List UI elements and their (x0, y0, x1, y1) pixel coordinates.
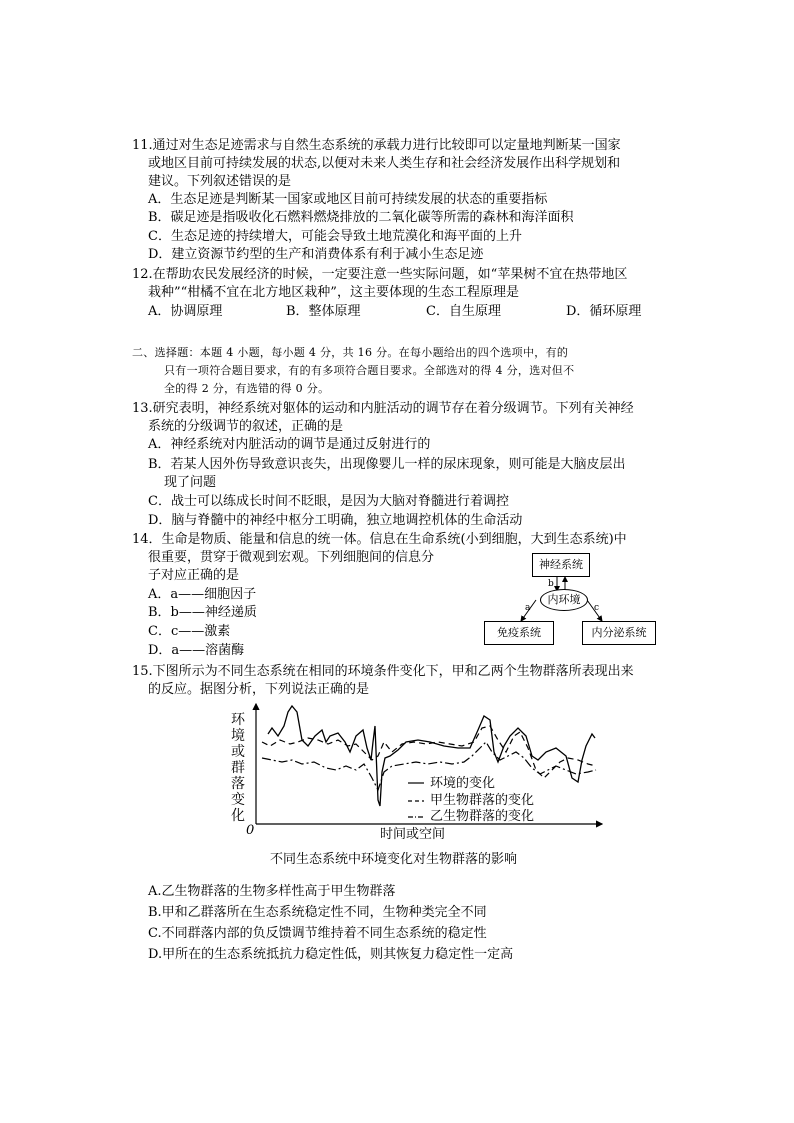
legend-yi: 乙生物群落的变化 (430, 809, 535, 824)
q13-option-b: B．若某人因外伤导致意识丧失，出现像婴儿一样的尿床现象，则可能是大脑皮层出 (148, 457, 626, 472)
q11-stem-line2: 或地区目前可持续发展的状态,以便对未来人类生存和社会经济发展作出科学规划和 (148, 156, 621, 171)
q11-stem-line3: 建议。下列叙述错误的是 (148, 174, 292, 189)
q11-option-b: B．碳足迹是指吸收化石燃料燃烧排放的二氧化碳等所需的森林和海洋面积 (148, 210, 574, 225)
q13-option-d: D．脑与脊髓中的神经中枢分工明确，独立地调控机体的生命活动 (148, 513, 523, 528)
q11-stem-line1: 11.通过对生态足迹需求与自然生态系统的承载力进行比较即可以定量地判断某一国家 (132, 138, 621, 153)
q15-option-a: A.乙生物群落的生物多样性高于甲生物群落 (148, 884, 396, 899)
label-c: c (594, 603, 600, 613)
q15-stem-line2: 的反应。据图分析，下列说法正确的是 (148, 682, 370, 697)
internal-environment-ellipse: 内环境 (540, 589, 588, 611)
q13-stem-line2: 系统的分级调节的叙述，正确的是 (148, 419, 344, 434)
section2-line3: 全的得 2 分，有选错的得 0 分。 (164, 382, 330, 395)
q15-stem-line1: 15.下图所示为不同生态系统在相同的环境条件变化下，甲和乙两个生物群落所表现出来 (132, 664, 634, 679)
q13-stem-line1: 13.研究表明，神经系统对躯体的运动和内脏活动的调节存在着分级调节。下列有关神经 (132, 401, 634, 416)
chart-title: 不同生态系统中环境变化对生物群落的影响 (270, 852, 518, 867)
q15-option-d: D.甲所在的生态系统抵抗力稳定性低，则其恢复力稳定性一定高 (148, 947, 514, 962)
q12-option-d: D．循环原理 (566, 304, 642, 319)
q11-option-d: D．建立资源节约型的生产和消费体系有利于减小生态足迹 (148, 247, 484, 262)
q13-option-a: A．神经系统对内脏活动的调节是通过反射进行的 (148, 437, 431, 452)
q15-option-b: B.甲和乙群落所在生态系统稳定性不同，生物种类完全不同 (148, 905, 487, 920)
q14-stem-line2: 很重要，贯穿于微观到宏观。下列细胞间的信息分 (148, 550, 435, 565)
q12-stem-line1: 12.在帮助农民发展经济的时候，一定要注意一些实际问题，如“苹果树不宜在热带地区 (132, 267, 628, 282)
chart-ylabel: 环境或群落变化 (231, 712, 245, 824)
section2-line2: 只有一项符合题目要求，有的有多项符合题目要求。全部选对的得 4 分，选对但不 (164, 364, 575, 377)
q14-option-c: C．c——激素 (148, 624, 231, 639)
q15-option-c: C.不同群落内部的负反馈调节维持着不同生态系统的稳定性 (148, 926, 487, 941)
q12-option-a: A．协调原理 (148, 304, 223, 319)
q12-option-c: C．自生原理 (426, 304, 501, 319)
label-a: a (525, 603, 531, 613)
series-yi-line (262, 742, 596, 790)
q14-stem-line3: 子对应正确的是 (148, 568, 240, 583)
label-b: b (548, 579, 554, 589)
q14-stem-line1: 14．生命是物质、能量和信息的统一体。信息在生命系统(小到细胞，大到生态系统)中 (132, 532, 627, 547)
q11-option-a: A．生态足迹是判断某一国家或地区目前可持续发展的状态的重要指标 (148, 192, 548, 207)
chart-origin: 0 (246, 823, 255, 838)
q14-option-d: D．a——溶菌酶 (148, 643, 245, 658)
q13-option-c: C．战士可以练成长时间不眨眼，是因为大脑对脊髓进行着调控 (148, 494, 509, 509)
section2-line1: 二、选择题：本题 4 小题，每小题 4 分，共 16 分。在每小题给出的四个选项中，有的 (132, 346, 569, 359)
q14-option-b: B．b——神经递质 (148, 605, 257, 620)
legend-jia: 甲生物群落的变化 (430, 793, 535, 808)
q11-option-c: C．生态足迹的持续增大，可能会导致土地荒漠化和海平面的上升 (148, 229, 522, 244)
nervous-system-box: 神经系统 (532, 553, 590, 577)
q14-option-a: A．a——细胞因子 (148, 587, 257, 602)
endocrine-system-box: 内分泌系统 (582, 621, 656, 645)
q12-option-b: B．整体原理 (286, 304, 361, 319)
chart-xlabel: 时间或空间 (380, 827, 446, 842)
q13-option-b-cont: 现了问题 (164, 475, 217, 490)
legend-environment: 环境的变化 (430, 776, 496, 791)
immune-system-box: 免疫系统 (484, 621, 554, 645)
q12-stem-line2: 栽种”“柑橘不宜在北方地区栽种”，这主要体现的生态工程原理是 (148, 285, 519, 300)
